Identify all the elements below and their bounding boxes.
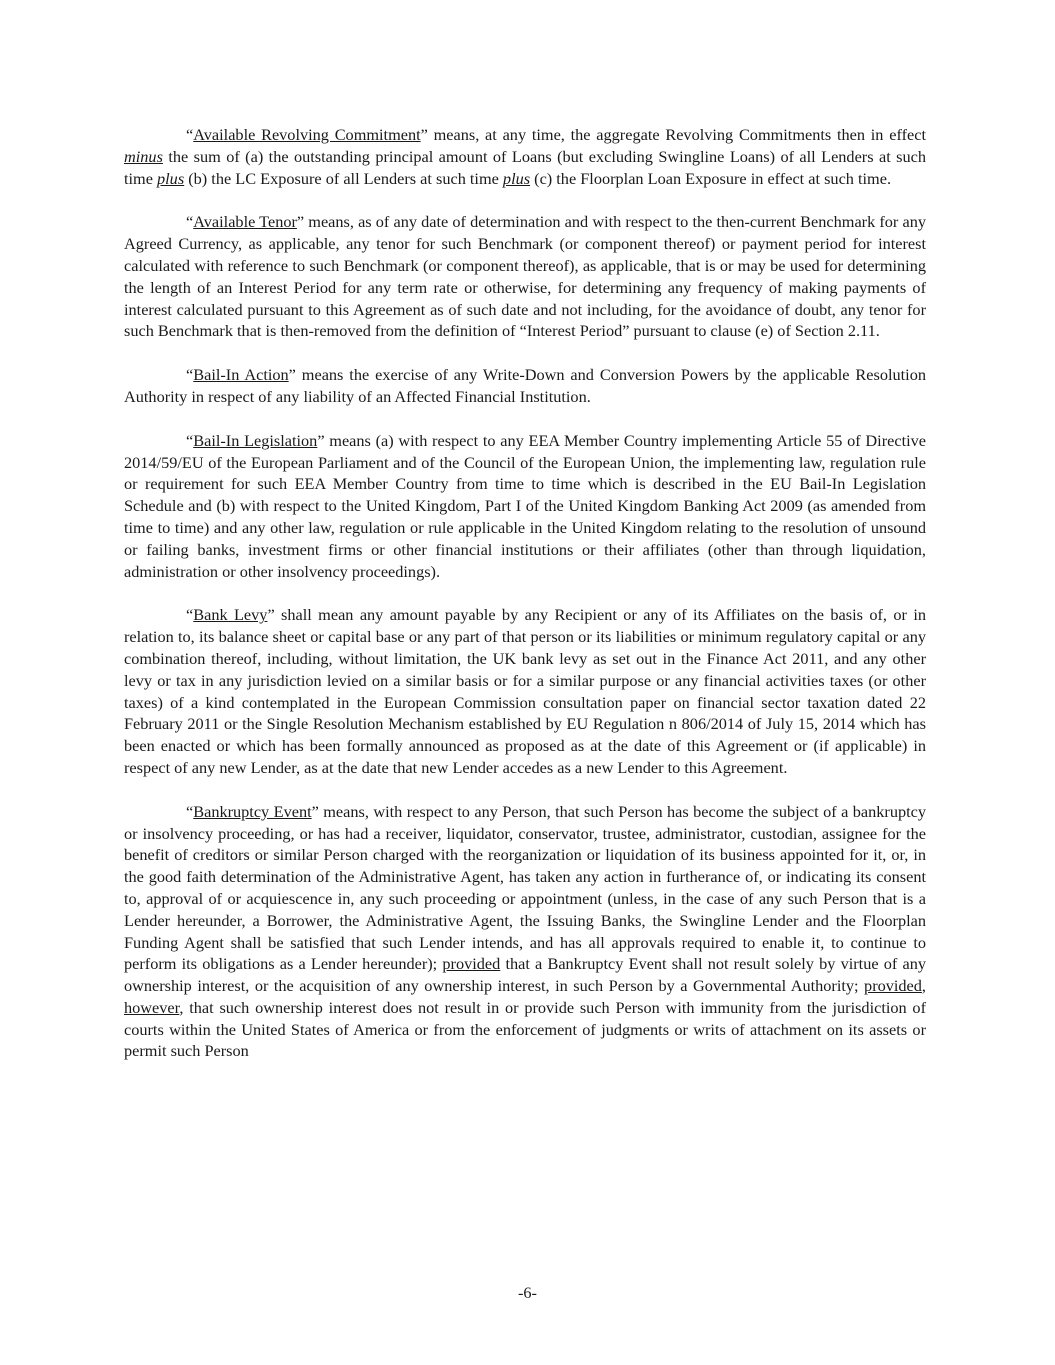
emphasis-provided: provided <box>864 976 922 996</box>
defined-term: Available Revolving Commitment <box>193 125 421 144</box>
defined-term: Bail-In Action <box>193 365 289 385</box>
document-body <box>124 124 926 1084</box>
emphasis-minus: minus <box>124 146 163 166</box>
emphasis-plus: plus <box>157 168 185 188</box>
defined-term: Bank Levy <box>193 605 268 625</box>
definition-available-tenor: “Available Tenor” means, as of any date of determination and with respect to the then-current Benchmark for any Agreed Currency, as applicable, any tenor for such Benchmark (or component thereof) or payment period for interest calculated with reference to such Benchmark (or component thereof), as applicable, that is or may be used for determining the length of an Interest Period for any term rate or otherwise, for determining any frequency of making payments of interest calculated pursuant to this Agreement as of such date and not including, for the avoidance of doubt, any tenor for such Benchmark that is then-removed from the definition of “Interest Period” pursuant to clause (e) of Section 2.11. <box>124 212 927 341</box>
definition-bail-in-action: “Bail-In Action” means the exercise of any Write-Down and Conversion Powers by the applicable Resolution Authority in respect of any liability of an Affected Financial Institution. <box>124 365 926 406</box>
page-number: -6- <box>518 1283 537 1302</box>
definition-bank-levy: “Bank Levy” shall mean any amount payable by any Recipient or any of its Affiliates on the basis of, or in relation to, its balance sheet or capital base or any part of that person or its liabilities or minimum regulatory capital or any combination thereof, including, without limitation, the UK bank levy as set out in the Finance Act 2011, and any other levy or tax in any jurisdiction levied on a similar basis or for a similar purpose or any financial activities taxes (or other taxes) of a kind contemplated in the European Commission consultation paper on financial sector taxation dated 22 February 2011 or the Single Resolution Mechanism established by EU Regulation n 806/2014 of July 15, 2014 which has been enacted or which has been formally announced as proposed as at the date of this Agreement or (if applicable) in respect of any new Lender, as at the date that new Lender accedes as a new Lender to this Agreement. <box>124 605 926 777</box>
emphasis-plus: plus <box>502 168 531 188</box>
defined-term: Bail-In Legislation <box>193 430 318 450</box>
definition-bail-in-legislation: “Bail-In Legislation” means (a) with respect to any EEA Member Country implementing Article 55 of Directive 2014/59/EU of the European Parliament and of the Council of the European Union, the implementing law, regulation rule or requirement for such EEA Member Country from time to time which is described in the EU Bail-In Legislation Schedule and (b) with respect to the United Kingdom, Part I of the United Kingdom Banking Act 2009 (as amended from time to time) and any other law, regulation or rule applicable in the United Kingdom relating to the resolution of unsound or failing banks, investment firms or other financial institutions or their affiliates (other than through liquidation, administration or other insolvency proceedings). <box>124 430 926 581</box>
definition-available-revolving-commitment: “Available Revolving Commitment” means, at any time, the aggregate Revolving Commitments then in effect minus the sum of (a) the outstanding principal amount of Loans (but excluding Swingline Loans) of all Lenders at such time plus (b) the LC Exposure of all Lenders at such time plus (c) the Floorplan Loan Exposure in effect at such time. <box>124 125 926 188</box>
defined-term: Available Tenor <box>193 212 297 232</box>
definition-bankruptcy-event: “Bankruptcy Event” means, with respect to any Person, that such Person has become the subject of a bankruptcy or insolvency proceeding, or has had a receiver, liquidator, conservator, trustee, administrator, custodian, assignee for the benefit of creditors or similar Person charged with the reorganization or liquidation of its business appointed for it, or, in the good faith determination of the Administrative Agent, has taken any action in furtherance of, or indicating its consent to, approval of or acquiescence in, any such proceeding or appointment (unless, in the case of any such Person that is a Lender hereunder, a Borrower, the Administrative Agent, the Issuing Banks, the Swingline Lender and the Floorplan Funding Agent shall be satisfied that such Lender intends, and has all approvals required to enable it, to continue to perform its obligations as a Lender hereunder); provided that a Bankruptcy Event shall not result solely by virtue of any ownership interest, or the acquisition of any ownership interest, in such Person by a Governmental Authority; provided, however, that such ownership interest does not result in or provide such Person with immunity from the jurisdiction of courts within the United States of America or from the enforcement of judgments or writs of attachment on its assets or permit such Person <box>124 801 926 1061</box>
defined-term: Bankruptcy Event <box>193 801 312 821</box>
emphasis-provided: provided <box>442 954 501 974</box>
emphasis-however: however <box>124 997 180 1017</box>
